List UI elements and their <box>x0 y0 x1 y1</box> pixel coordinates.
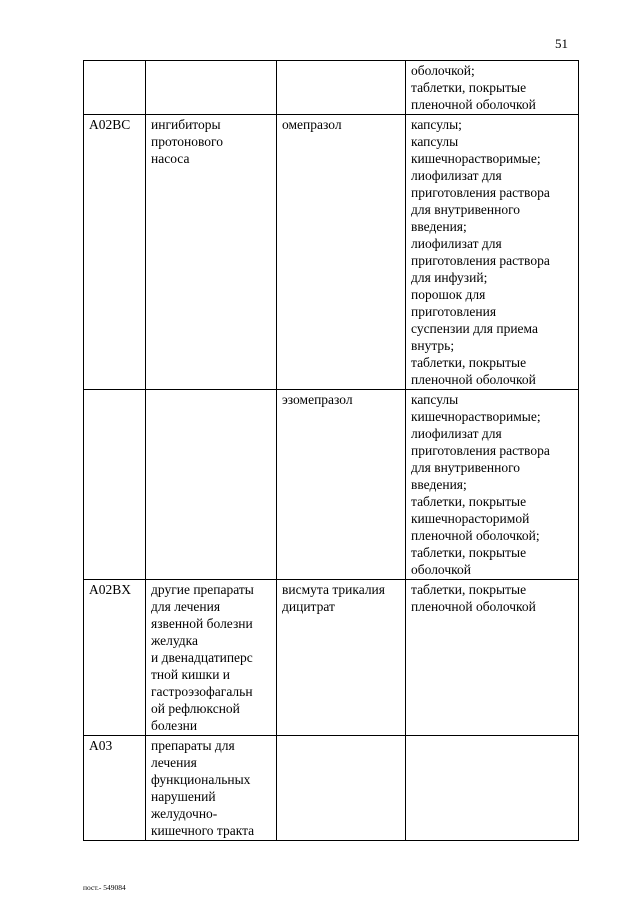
atc-code-cell <box>84 390 146 580</box>
table-row <box>84 115 579 390</box>
table-row <box>84 61 579 115</box>
dosage-forms-cell: таблетки, покрытые пленочной оболочкой <box>406 580 579 736</box>
pharm-group-cell: ингибиторы протонового насоса <box>146 115 277 390</box>
atc-code-cell: A03 <box>84 736 146 841</box>
dosage-forms-cell: капсулы; капсулы кишечнорастворимые; лиофилизат для приготовления раствора для внутривенного введения; лиофилизат для приготовления раствора для инфузий; порошок для приготовления суспензии для приема внутрь; таблетки, покрытые пленочной оболочкой <box>406 115 579 390</box>
drug-name-cell: эзомепразол <box>277 390 406 580</box>
atc-code-cell: A02BX <box>84 580 146 736</box>
pharm-group-cell <box>146 61 277 115</box>
dosage-forms-cell <box>406 736 579 841</box>
dosage-forms-cell: оболочкой; таблетки, покрытые пленочной оболочкой <box>406 61 579 115</box>
table-row <box>84 390 579 580</box>
atc-code-cell <box>84 61 146 115</box>
drug-name-cell: висмута трикалия дицитрат <box>277 580 406 736</box>
drug-name-cell <box>277 61 406 115</box>
page-number: 51 <box>555 36 568 51</box>
drug-name-cell <box>277 736 406 841</box>
drug-table <box>83 60 579 841</box>
pharm-group-cell <box>146 390 277 580</box>
drug-name-cell: омепразол <box>277 115 406 390</box>
pharm-group-cell: другие препараты для лечения язвенной болезни желудка и двенадцатиперс тной кишки и гастроэзофагальн ой рефлюксной болезни <box>146 580 277 736</box>
pharm-group-cell: препараты для лечения функциональных нарушений желудочно- кишечного тракта <box>146 736 277 841</box>
table-row <box>84 736 579 841</box>
atc-code-cell: A02BC <box>84 115 146 390</box>
dosage-forms-cell: капсулы кишечнорастворимые; лиофилизат для приготовления раствора для внутривенного введения; таблетки, покрытые кишечнорасторимой пленочной оболочкой; таблетки, покрытые оболочкой <box>406 390 579 580</box>
table-row <box>84 580 579 736</box>
document-footer-code: пост.- 549084 <box>83 883 126 892</box>
